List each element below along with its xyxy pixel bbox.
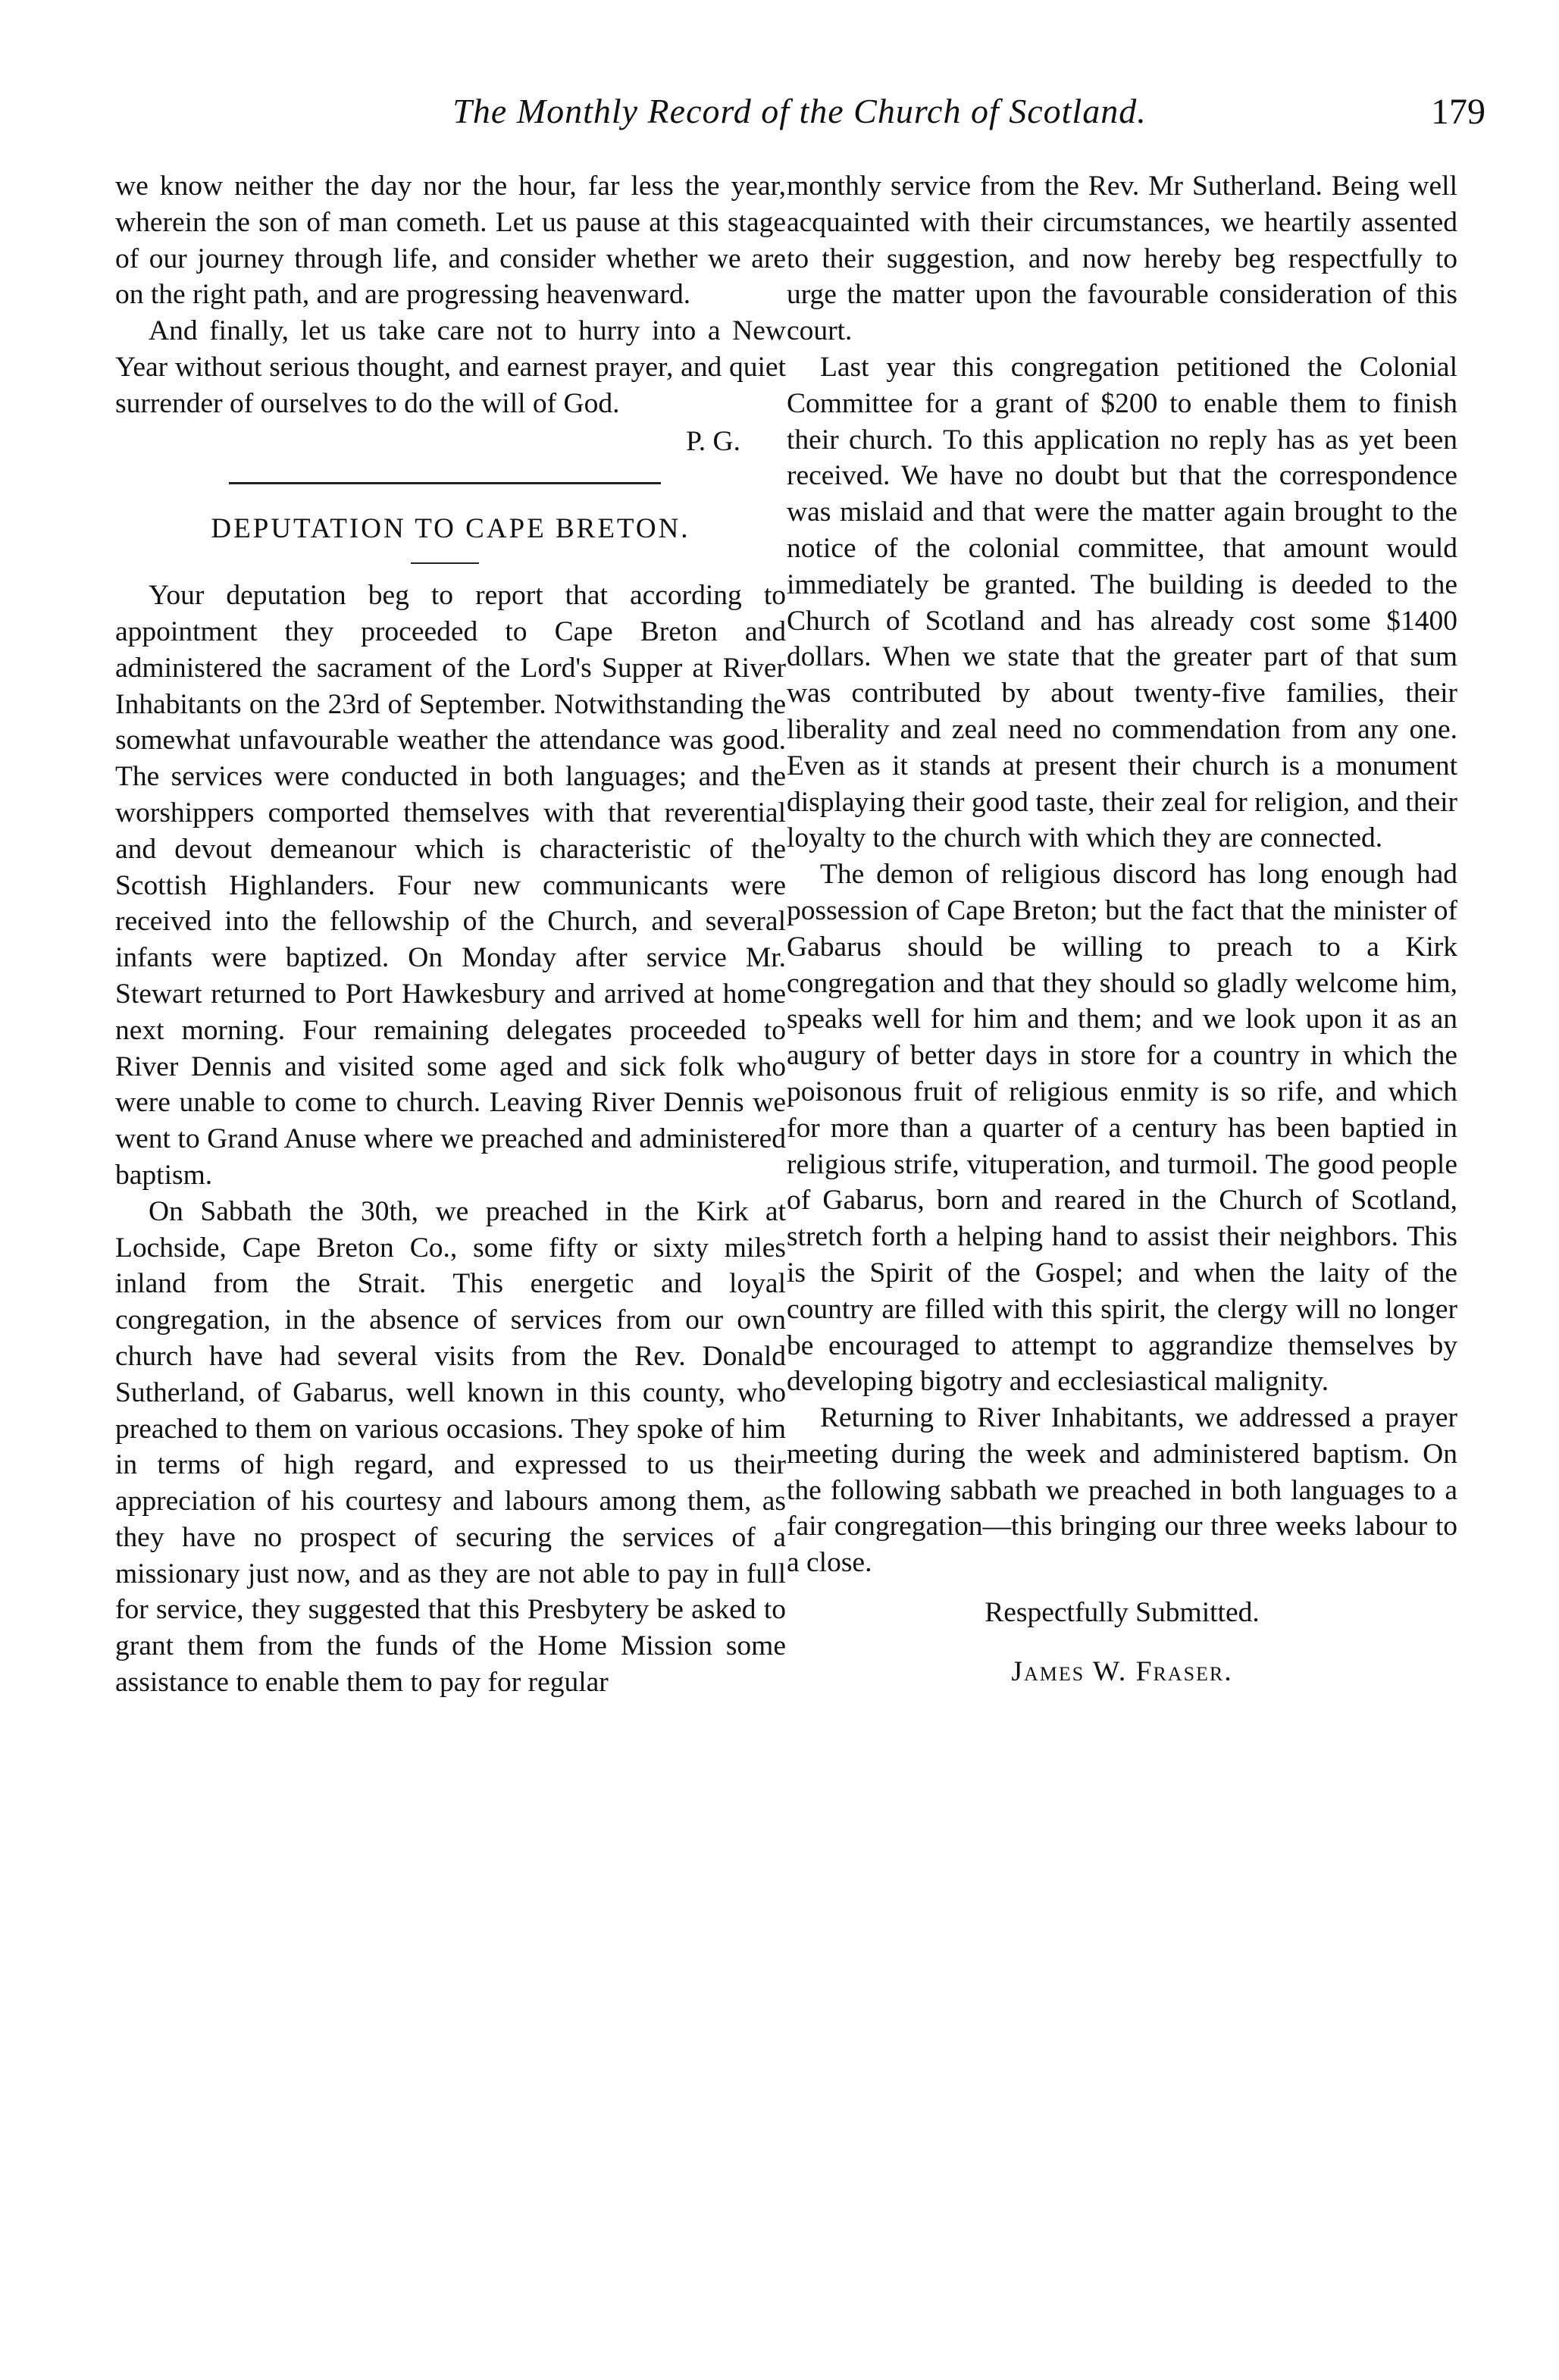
paragraph: Returning to River Inhabitants, we addressed a prayer meeting during the week and administered baptism. On the following sabbath we preached in both languages to a fair congregation—this bringing our three weeks labour to a close. [787, 1402, 1457, 1579]
running-header [114, 91, 1485, 144]
author-initials: P. G. [686, 425, 740, 457]
paragraph: we know neither the day nor the hour, far less the year, wherein the son of man cometh. Let us pause at this stage of our journey through life, and consider whether we are on the right path, and are progressing heavenward. [115, 171, 786, 311]
right-column [787, 168, 1457, 1690]
section-heading: DEPUTATION TO CAPE BRETON. [211, 513, 690, 545]
closing-line: Respectfully Submitted. [985, 1597, 1260, 1629]
heading-rule [115, 547, 786, 578]
signature: James W. Fraser. [1011, 1655, 1233, 1687]
page-number: 179 [1431, 92, 1485, 132]
paragraph: Your deputation beg to report that according to appointment they proceeded to Cape Breton and administered the sacrament of the Lord's Supper at River Inhabitants on the 23rd of September. Notwithstanding the somewhat unfavourable weather the attendance was good. The services were conducted in both languages; and the worshippers comported themselves with that reverential and devout demeanour which is characteristic of the Scottish Highlanders. Four new communicants were received into the fellowship of the Church, and several infants were baptized. On Monday after service Mr. Stewart returned to Port Hawkesbury and arrived at home next morning. Four remaining delegates proceeded to River Dennis and visited some aged and sick folk who were unable to come to church. Leaving River Dennis we went to Grand Anuse where we preached and administered baptism. [115, 580, 786, 1191]
paragraph: The demon of religious discord has long enough had possession of Cape Breton; but the fact that the minister of Gabarus should be willing to preach to a Kirk congregation and that they should so gladly welcome him, speaks well for him and them; and we look upon it as an augury of better days in store for a country in which the poisonous fruit of religious enmity is so rife, and which for more than a quarter of a century has been baptied in religious strife, vituperation, and turmoil. The good people of Gabarus, born and reared in the Church of Scotland, stretch forth a helping hand to assist their neighbors. This is the Spirit of the Gospel; and when the laity of the country are filled with this spirit, the clergy will no longer be encouraged to attempt to aggrandize themselves by developing bigotry and ecclesiastical malignity. [787, 859, 1457, 1398]
paragraph: On Sabbath the 30th, we preached in the Kirk at Lochside, Cape Breton Co., some fifty or sixty miles inland from the Strait. This energetic and loyal congregation, in the absence of services from our own church have had several visits from the Rev. Donald Sutherland, of Gabarus, well known in this county, who preached to them on various occasions. They spoke of him in terms of high regard, and expressed to us their appreciation of his courtesy and labours among them, as they have no prospect of securing the services of a missionary just now, and as they are not able to pay in full for service, they suggested that this Presbytery be asked to grant them from the funds of the Home Mission some assistance to enable them to pay for regular [115, 1195, 786, 1699]
paragraph: monthly service from the Rev. Mr Sutherland. Being well acquainted with their circumstances, we heartily assented to their suggestion, and now hereby beg respectfully to urge the matter upon the favourable consideration of this court. [787, 171, 1457, 347]
left-column [115, 168, 786, 1701]
paragraph: And finally, let us take care not to hurry into a New Year without serious thought, and earnest prayer, and quiet surrender of ourselves to do the will of God. [115, 315, 786, 419]
section-divider [115, 459, 786, 505]
paragraph: Last year this congregation petitioned the Colonial Committee for a grant of $200 to enable them to finish their church. To this application no reply has as yet been received. We have no doubt but that the correspondence was mislaid and that were the matter again brought to the notice of the colonial committee, that amount would immediately be granted. The building is deeded to the Church of Scotland and has already cost some $1400 dollars. When we state that the greater part of that sum was contributed by about twenty-five families, their liberality and zeal need no commendation from any one. Even as it stands at present their church is a monument displaying their good taste, their zeal for religion, and their loyalty to the church with which they are connected. [787, 351, 1457, 854]
running-title: The Monthly Record of the Church of Scotland. [452, 92, 1147, 130]
